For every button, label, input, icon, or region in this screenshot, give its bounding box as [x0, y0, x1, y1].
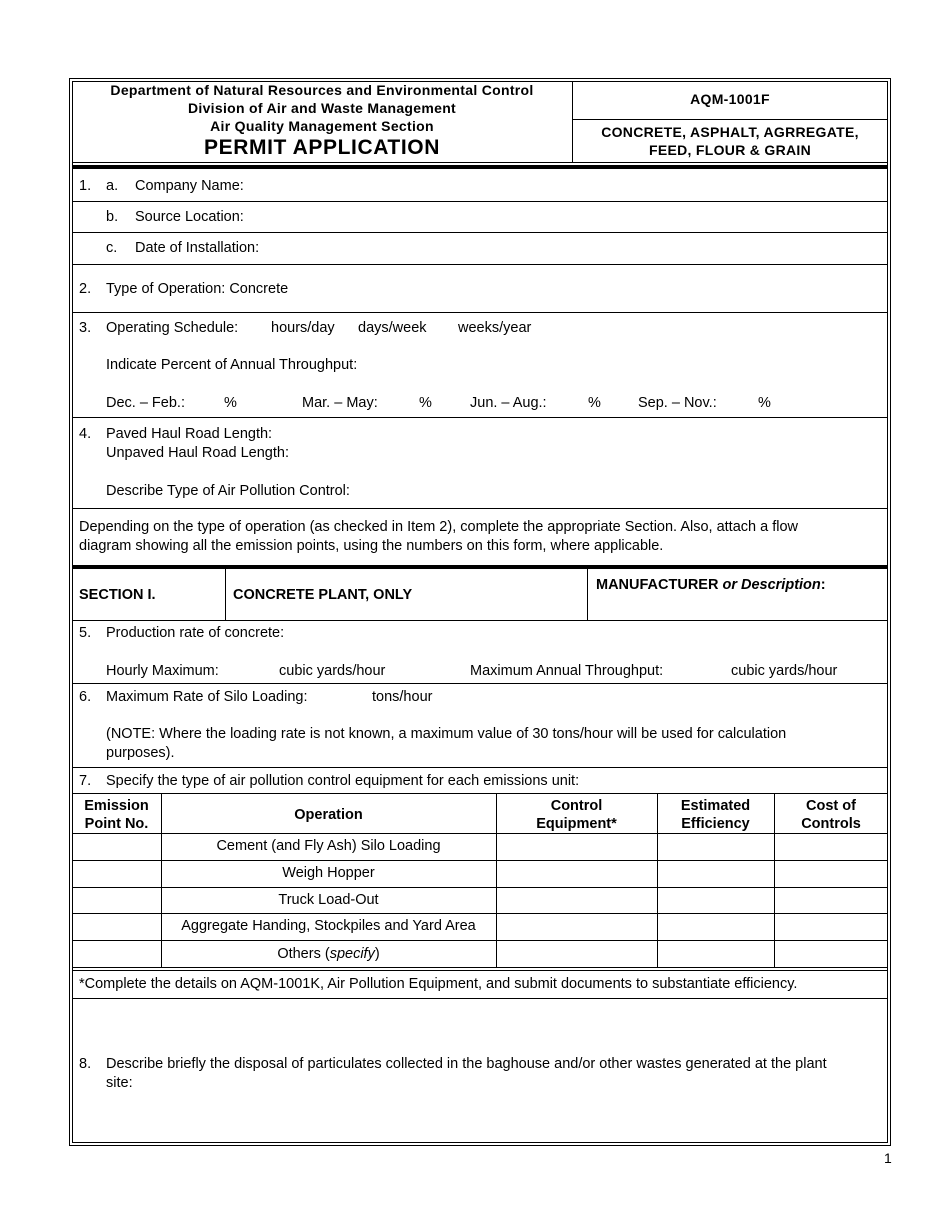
percent-sign: %	[419, 395, 432, 411]
table-row-line	[72, 940, 888, 941]
days-per-week-unit: days/week	[358, 320, 427, 336]
table-row-line	[72, 860, 888, 861]
season-dec-feb: Dec. – Feb.:	[106, 395, 185, 411]
installation-date-label: Date of Installation:	[135, 240, 260, 256]
table-row-operation: Weigh Hopper	[282, 865, 375, 881]
table-row-others: Others (specify)	[277, 946, 380, 962]
note-line1: (NOTE: Where the loading rate is not known, a maximum value of 30 tons/hour will be used for calculation	[106, 726, 787, 742]
row-divider	[72, 620, 888, 621]
hourly-maximum-label: Hourly Maximum:	[106, 663, 219, 679]
table-row-line	[72, 887, 888, 888]
table-bottom-line	[72, 967, 888, 968]
season-mar-may: Mar. – May:	[302, 395, 378, 411]
row-divider	[72, 683, 888, 684]
row-divider	[72, 417, 888, 418]
percent-sign: %	[588, 395, 601, 411]
instructions-line2: diagram showing all the emission points, using the numbers on this form, where applicable.	[79, 538, 664, 554]
table-row-line	[72, 833, 888, 834]
pollution-control-label: Describe Type of Air Pollution Control:	[106, 483, 350, 499]
season-sep-nov: Sep. – Nov.:	[638, 395, 717, 411]
header-right-divider	[572, 119, 888, 120]
instructions-line1: Depending on the type of operation (as checked in Item 2), complete the appropriate Section. Also, attach a flow	[79, 519, 798, 535]
item1a-letter: a.	[106, 178, 119, 194]
percent-sign: %	[224, 395, 237, 411]
table-bottom-line	[72, 970, 888, 971]
cubic-yards-unit: cubic yards/hour	[731, 663, 838, 679]
row-divider	[72, 508, 888, 509]
company-name-label: Company Name:	[135, 178, 244, 194]
item5-number: 5.	[79, 625, 92, 641]
form-title-line1: CONCRETE, ASPHALT, AGRREGATE,	[601, 124, 859, 140]
operating-schedule-label: Operating Schedule:	[106, 320, 239, 336]
col-header-cost: Cost of Controls	[801, 798, 861, 832]
page-number: 1	[884, 1150, 892, 1166]
cubic-yards-unit: cubic yards/hour	[279, 663, 386, 679]
table-row-operation: Truck Load-Out	[278, 892, 379, 908]
disposal-label-line2: site:	[106, 1075, 133, 1091]
note-line2: purposes).	[106, 745, 175, 761]
form-title-line2: FEED, FLOUR & GRAIN	[648, 142, 812, 158]
col-header-emission-point: Emission Point No.	[84, 798, 149, 832]
page-title: PERMIT APPLICATION	[204, 136, 440, 159]
production-rate-label: Production rate of concrete:	[106, 625, 285, 641]
col-header-operation: Operation	[294, 807, 363, 823]
division-name: Division of Air and Waste Management	[187, 100, 457, 116]
item1-number: 1.	[79, 178, 92, 194]
control-equipment-label: Specify the type of air pollution control equipment for each emissions unit:	[106, 773, 580, 789]
section-title: CONCRETE PLANT, ONLY	[233, 587, 413, 603]
row-divider	[72, 264, 888, 265]
table-row-operation: Aggregate Handing, Stockpiles and Yard Area	[181, 918, 476, 934]
header-thick-rule	[72, 165, 888, 169]
footnote: *Complete the details on AQM-1001K, Air Pollution Equipment, and submit documents to substantiate efficiency.	[79, 976, 798, 992]
section-thick-rule	[72, 565, 888, 569]
paved-road-label: Paved Haul Road Length:	[106, 426, 273, 442]
section-label: SECTION I.	[79, 587, 156, 603]
item3-number: 3.	[79, 320, 92, 336]
source-location-label: Source Location:	[135, 209, 244, 225]
col-header-efficiency: Estimated Efficiency	[680, 798, 751, 832]
row-divider	[72, 312, 888, 313]
section-divider	[225, 569, 226, 620]
item7-number: 7.	[79, 773, 92, 789]
manufacturer-label: MANUFACTURER or Description:	[596, 577, 826, 593]
weeks-per-year-unit: weeks/year	[458, 320, 532, 336]
season-jun-aug: Jun. – Aug.:	[470, 395, 547, 411]
item1b-letter: b.	[106, 209, 119, 225]
silo-loading-label: Maximum Rate of Silo Loading:	[106, 689, 308, 705]
department-name: Department of Natural Resources and Environmental Control	[110, 82, 534, 98]
header-bottom-line	[72, 162, 888, 163]
col-header-control-equipment: Control Equipment*	[536, 798, 617, 832]
section-name: Air Quality Management Section	[210, 118, 434, 134]
tons-per-hour-unit: tons/hour	[372, 689, 433, 705]
throughput-percent-label: Indicate Percent of Annual Throughput:	[106, 357, 358, 373]
row-divider	[72, 201, 888, 202]
operation-type-label: Type of Operation: Concrete	[106, 281, 289, 297]
row-divider	[72, 793, 888, 794]
table-row-operation: Cement (and Fly Ash) Silo Loading	[216, 838, 441, 854]
percent-sign: %	[758, 395, 771, 411]
item8-number: 8.	[79, 1056, 92, 1072]
item4-number: 4.	[79, 426, 92, 442]
annual-throughput-label: Maximum Annual Throughput:	[470, 663, 664, 679]
hours-per-day-unit: hours/day	[271, 320, 335, 336]
row-divider	[72, 232, 888, 233]
section-divider	[587, 569, 588, 620]
form-number: AQM-1001F	[690, 91, 770, 107]
row-divider	[72, 767, 888, 768]
item1c-letter: c.	[106, 240, 118, 256]
table-row-line	[72, 913, 888, 914]
unpaved-road-label: Unpaved Haul Road Length:	[106, 445, 289, 461]
item2-number: 2.	[79, 281, 92, 297]
disposal-label-line1: Describe briefly the disposal of particulates collected in the baghouse and/or other wastes generated at the plant	[106, 1056, 827, 1072]
item6-number: 6.	[79, 689, 92, 705]
row-divider	[72, 998, 888, 999]
